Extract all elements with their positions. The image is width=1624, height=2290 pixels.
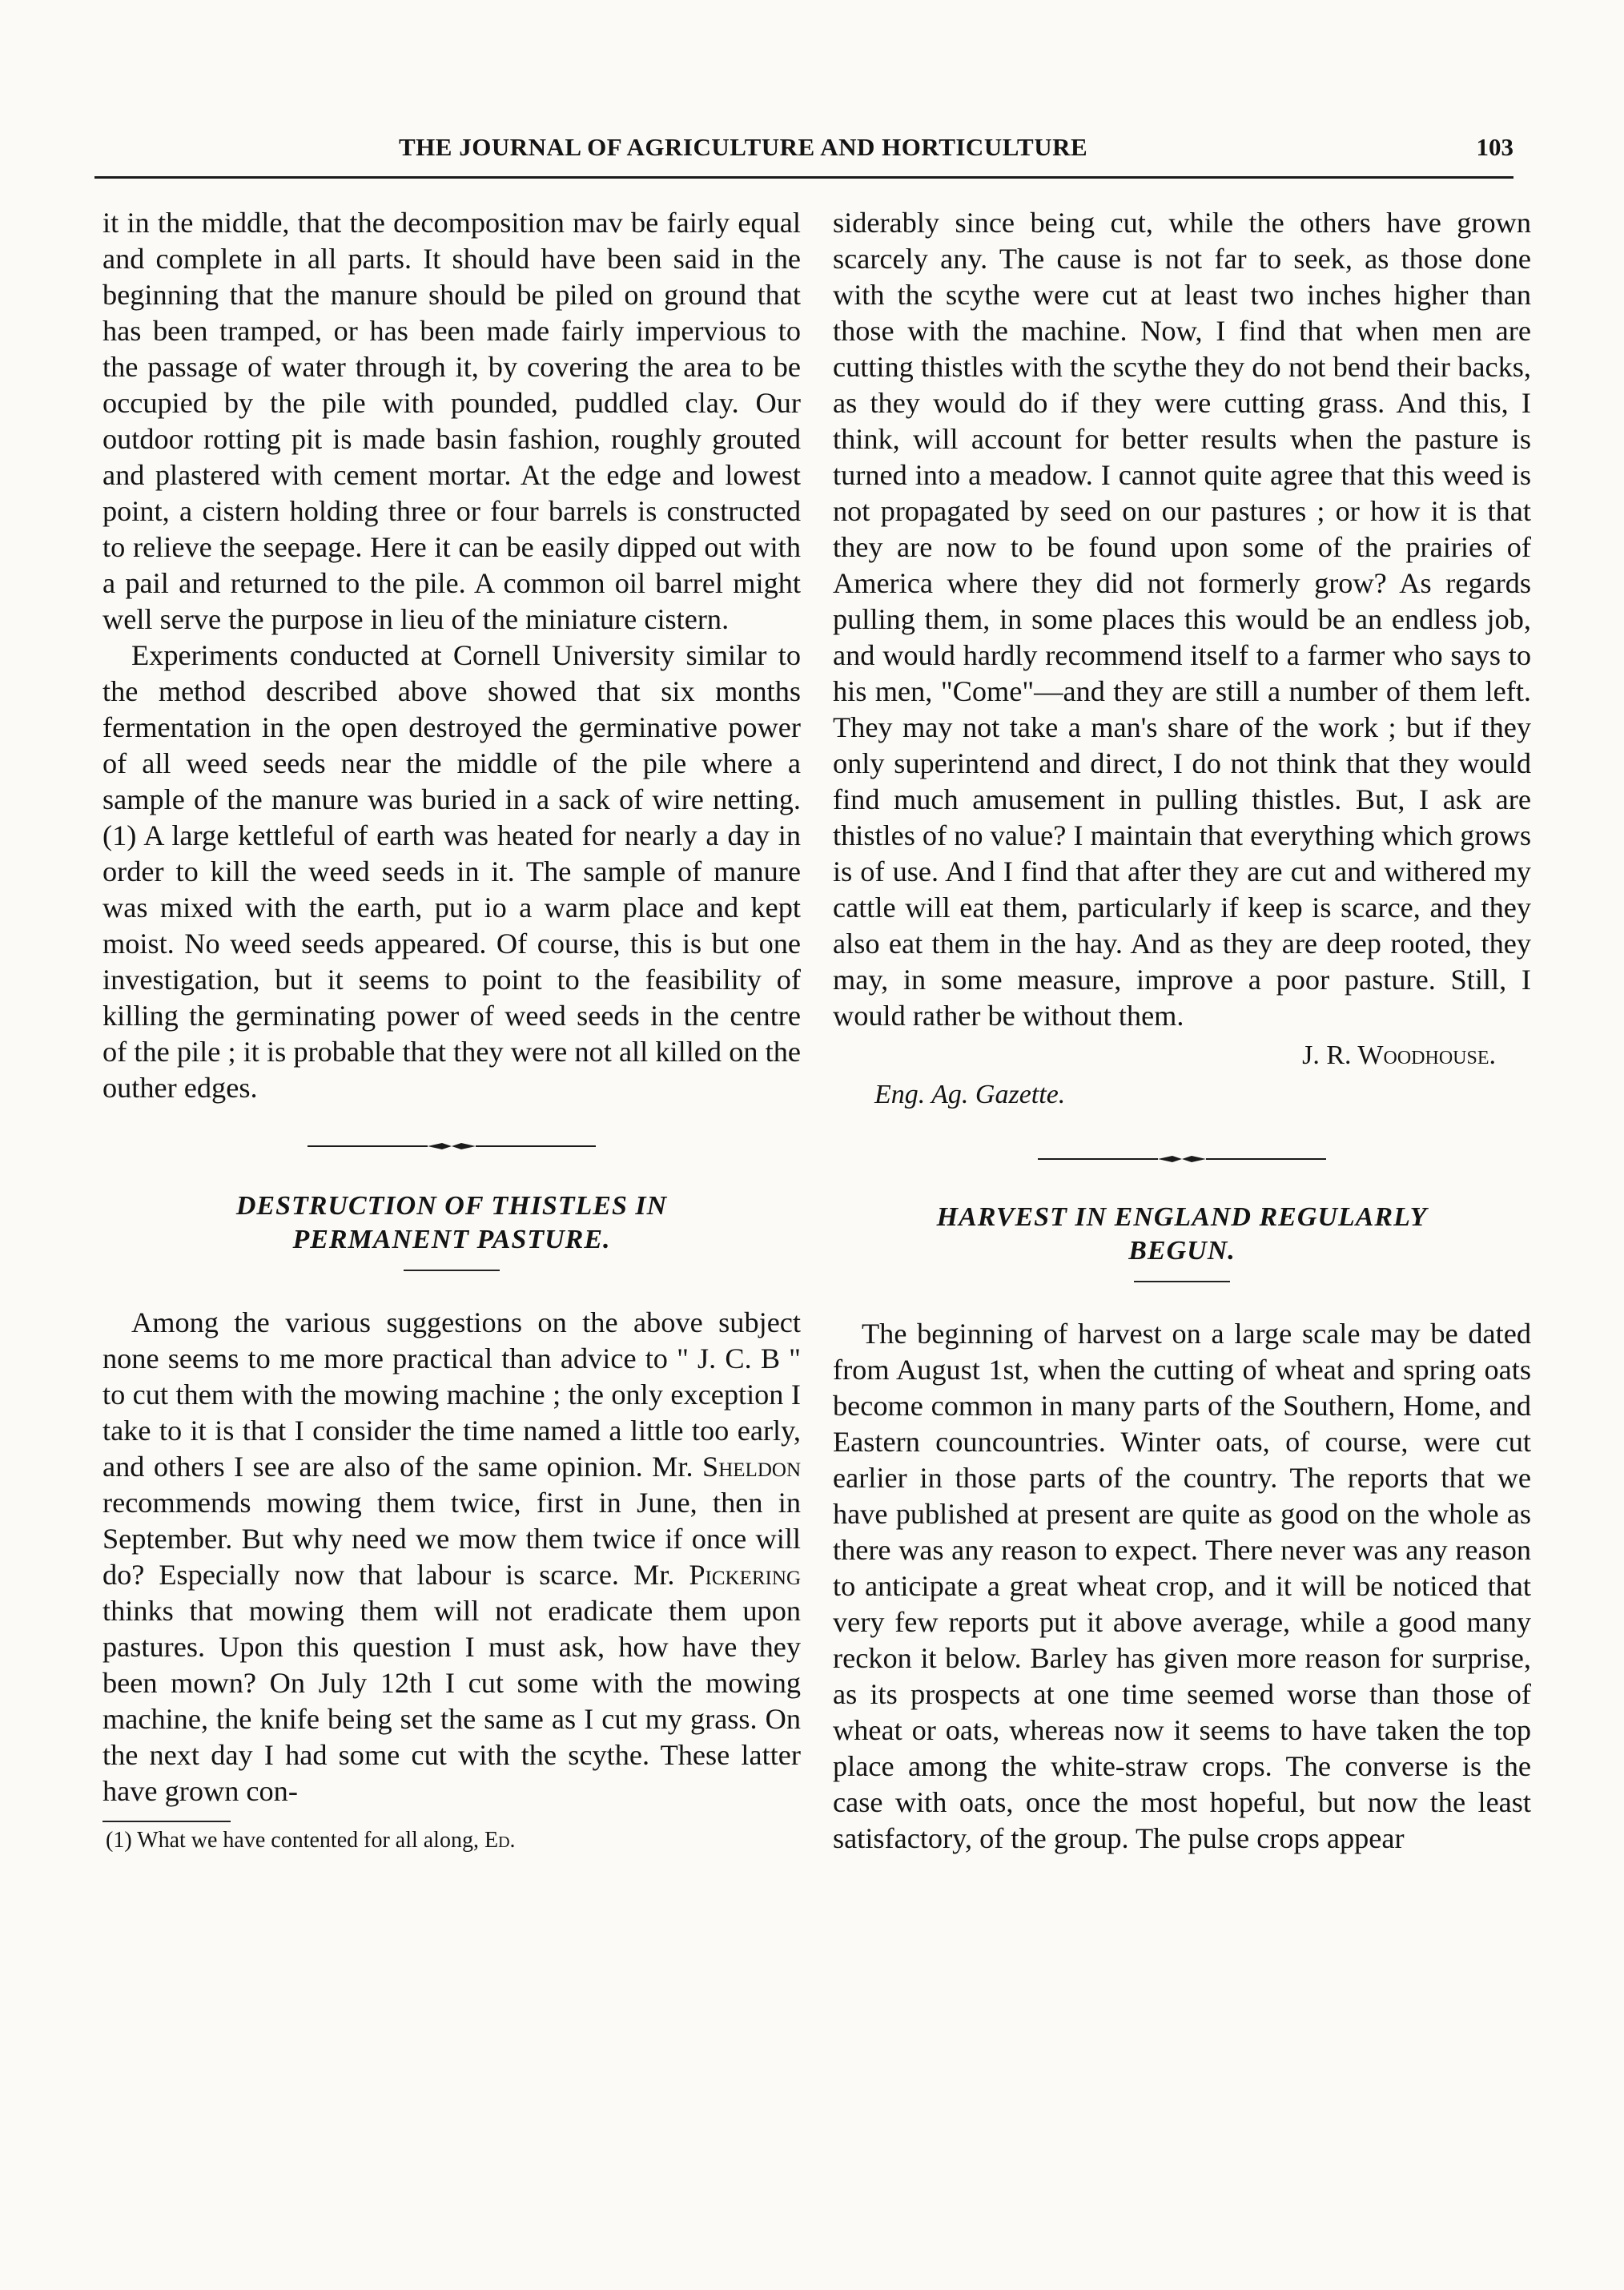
running-title: THE JOURNAL OF AGRICULTURE AND HORTICULTURE [399,133,1088,161]
footnote [103,1825,801,1856]
divider-ornament-graphic [308,1140,596,1153]
section-title-thistles [103,1189,801,1257]
paragraph-cornell-experiments: Experiments conducted at Cornell University similar to the method described above showed that six months fermentation in the open destroyed the germinative power of all weed seeds near the middle of the pile where a sample of the manure was buried in a sack of wire netting. (1) A large kettleful of earth was heated for nearly a day in order to kill the weed seeds in it. The sample of manure was mixed with the earth, put io a warm place and kept moist. No weed seeds appeared. Of course, this is but one investigation, but it seems to point to the feasibility of killing the germinating power of weed seeds in the centre of the pile ; it is probable that they were not all killed on the outher edges. [103,639,801,1104]
paragraph-harvest-report: The beginning of harvest on a large scale may be dated from August 1st, when the cutting of wheat and spring oats become common in many parts of the Southern, Home, and Eastern councountries. Winter oats, of course, were cut earlier in those parts of the country. The reports that we have published at present are quite as good on the whole as there was any reason to expect. There never was any reason to anticipate a great wheat crop, and it will be noticed that very few reports put it above average, while a good many reckon it below. Barley has given more reason for surprise, as its prospects at one time seemed worse than those of wheat or oats, whereas now it seems to have taken the top place among the white-straw crops. The converse is the case with oats, once the most hopeful, but now the least satisfactory, of the group. The pulse crops appear [833,1318,1531,1854]
text-run: Among the various suggestions on the above subject none seems to me more practical than advice to " J. C. B " to cut them with the mowing machine ; the only exception I take to it is that I consider the time named a little too early, and others I see are also of the same opinion. Mr. [103,1306,801,1483]
section-title-line: BEGUN. [1128,1236,1236,1266]
section-divider-ornament [103,1124,801,1169]
text-run: recommends mowing them twice, first in June, then in September. But why need we mow them twice if once will do? Especially now that labour is scarce. Mr. [103,1487,801,1591]
name-pickering: Pickering [689,1559,801,1591]
page-number: 103 [1476,133,1513,161]
source-citation: Eng. Ag. Gazette. [874,1080,1066,1109]
footnote-rule [103,1821,231,1822]
author-signature: J. R. Woodhouse. [1302,1040,1496,1070]
footnote-text: (1) What we have contented for all along, [106,1828,479,1853]
paragraph-thistle-mowing [103,1305,801,1809]
name-sheldon: Sheldon [702,1451,801,1483]
paragraph-manure-pile: it in the middle, that the decomposition mav be fairly equal and complete in all parts. It should have been said in the beginning that the manure should be piled on ground that has been tramped, or has been made fairly impervious to the passage of water through it, by covering the area to be occupied by the pile with pounded, puddled clay. Our outdoor rotting pit is made basin fashion, roughly grouted and plastered with cement mortar. At the edge and lowest point, a cistern holding three or four barrels is constructed to relieve the seepage. Here it can be easily dipped out with a pail and returned to the pile. A common oil barrel might well serve the purpose in lieu of the miniature cistern. [103,207,801,635]
running-header [94,128,1513,179]
divider-ornament-graphic [1038,1153,1326,1165]
section-title-harvest [833,1201,1531,1268]
section-title-line: HARVEST IN ENGLAND REGULARLY [936,1202,1428,1232]
section-title-line: PERMANENT PASTURE. [292,1225,611,1254]
section-divider-ornament [833,1137,1531,1181]
text-run: thinks that mowing them will not eradicate them upon pastures. Upon this question I must ask, how have they been mown? On July 12th I cut some with the mowing machine, the knife being set the same as I cut my grass. On the next day I had some cut with the scythe. These latter have grown con- [103,1595,801,1807]
right-column [833,205,1531,1857]
section-title-line: DESTRUCTION OF THISTLES IN [235,1191,668,1221]
footnote-signature: Ed. [484,1828,516,1853]
title-underline [1134,1281,1230,1282]
left-column [103,205,801,1856]
title-underline [404,1270,500,1271]
paragraph-thistles-continued: siderably since being cut, while the others have grown scarcely any. The cause is not far to seek, as those done with the scythe were cut at least two inches higher than those with the machine. Now, I find that when men are cutting thistles with the scythe they do not bend their backs, as they would do if they were cutting grass. And this, I think, will account for better results when the pasture is turned into a meadow. I cannot quite agree that this weed is not propagated by seed on our pastures ; or how it is that they are now to be found upon some of the prairies of America where they did not formerly grow? As regards pulling them, in some places this would be an endless job, and would hardly recommend itself to a farmer who says to his men, "Come"—and they are still a number of them left. They may not take a man's share of the work ; but if they only superintend and direct, I do not think that they would find much amusement in pulling thistles. But, I ask are thistles of no value? I maintain that everything which grows is of use. And I find that after they are cut and withered my cattle will eat them, particularly if keep is scarce, and they also eat them in the hay. And as they are deep rooted, they may, in some measure, improve a poor pasture. Still, I would rather be without them. [833,207,1531,1032]
